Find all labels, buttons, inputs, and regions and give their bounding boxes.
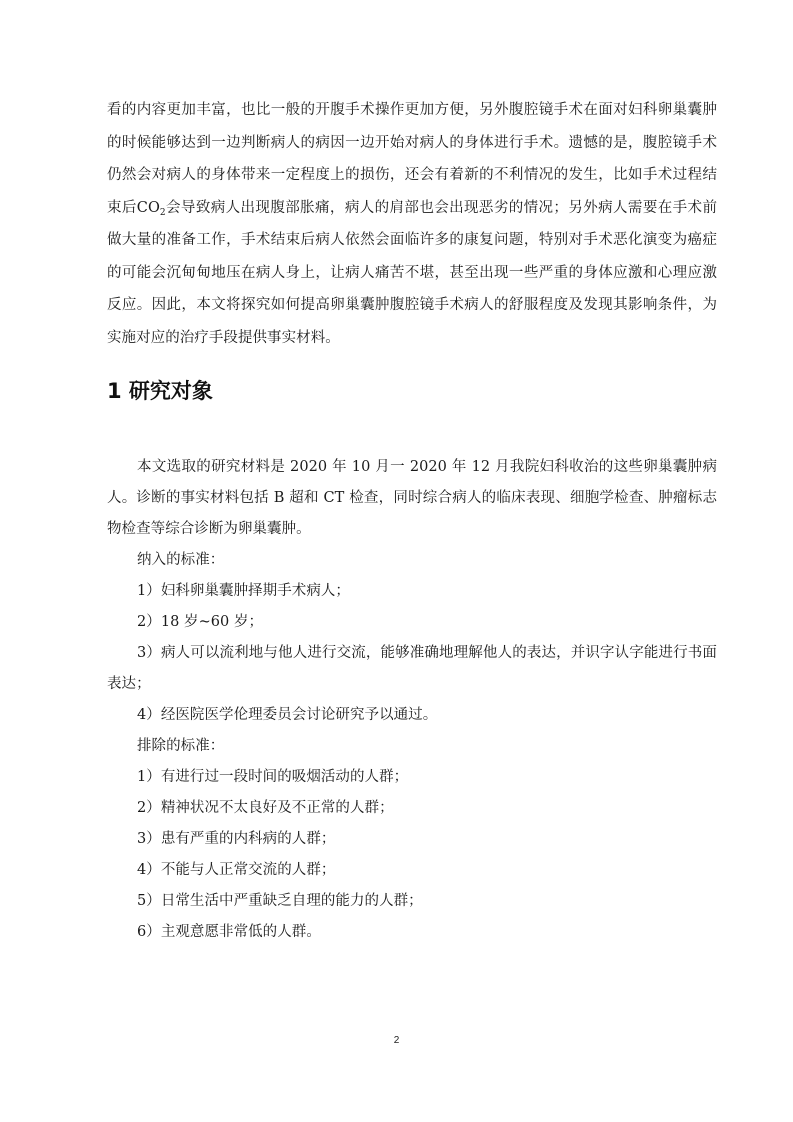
section-body bbox=[107, 452, 717, 948]
inclusion-item-2: 2）18 岁~60 岁； bbox=[137, 614, 264, 630]
exclusion-item-5: 5）日常生活中严重缺乏自理的能力的人群； bbox=[137, 893, 423, 909]
exclusion-item-3: 3）患有严重的内科病的人群； bbox=[137, 831, 336, 847]
intro-text-part2: 会导致病人出现腹部胀痛，病人的肩部也会出现恶劣的情况；另外病人需要在手术前做大量的准备工作，手术结束后病人依然会面临许多的康复问题，特别对手术恶化演变为癌症的可能会沉甸甸地压在病人身上，让病人痛苦不堪，甚至出现一些严重的身体应激和心理应激反应。因此，本文将探究如何提高卵巢囊肿腹腔镜手术病人的舒服程度及发现其影响条件，为实施对应的治疗手段提供事实材料。 bbox=[107, 199, 717, 346]
intro-paragraph bbox=[107, 94, 717, 354]
co2-subscript: 2 bbox=[159, 207, 166, 218]
exclusion-label: 排除的标准： bbox=[137, 738, 225, 754]
inclusion-item-1: 1）妇科卵巢囊肿择期手术病人； bbox=[137, 583, 350, 599]
inclusion-item-3: 3）病人可以流利地与他人进行交流，能够准确地理解他人的表达，并识字认字能进行书面表达； bbox=[107, 645, 717, 692]
inclusion-item-4: 4）经医院医学伦理委员会讨论研究予以通过。 bbox=[137, 707, 438, 723]
section-heading: 1 研究对象 bbox=[107, 379, 213, 403]
intro-text-part1: 看的内容更加丰富，也比一般的开腹手术操作更加方便，另外腹腔镜手术在面对妇科卵巢囊肿的时候能够达到一边判断病人的病因一边开始对病人的身体进行手术。遗憾的是，腹腔镜手术仍然会对病人的身体带来一定程度上的损伤，还会有着新的不利情况的发生，比如手术过程结束后CO bbox=[107, 102, 717, 216]
inclusion-label: 纳入的标准： bbox=[137, 552, 225, 568]
exclusion-item-1: 1）有进行过一段时间的吸烟活动的人群； bbox=[137, 769, 409, 785]
study-paragraph: 本文选取的研究材料是 2020 年 10 月一 2020 年 12 月我院妇科收治的这些卵巢囊肿病人。诊断的事实材料包括 B 超和 CT 检查，同时综合病人的临床表现、细胞学检查、肿瘤标志物检查等综合诊断为卵巢囊肿。 bbox=[107, 459, 717, 537]
page-content bbox=[107, 94, 717, 940]
exclusion-item-6: 6）主观意愿非常低的人群。 bbox=[137, 924, 321, 940]
exclusion-item-2: 2）精神状况不太良好及不正常的人群； bbox=[137, 800, 394, 816]
page-number: 2 bbox=[393, 1035, 400, 1046]
exclusion-item-4: 4）不能与人正常交流的人群； bbox=[137, 862, 336, 878]
